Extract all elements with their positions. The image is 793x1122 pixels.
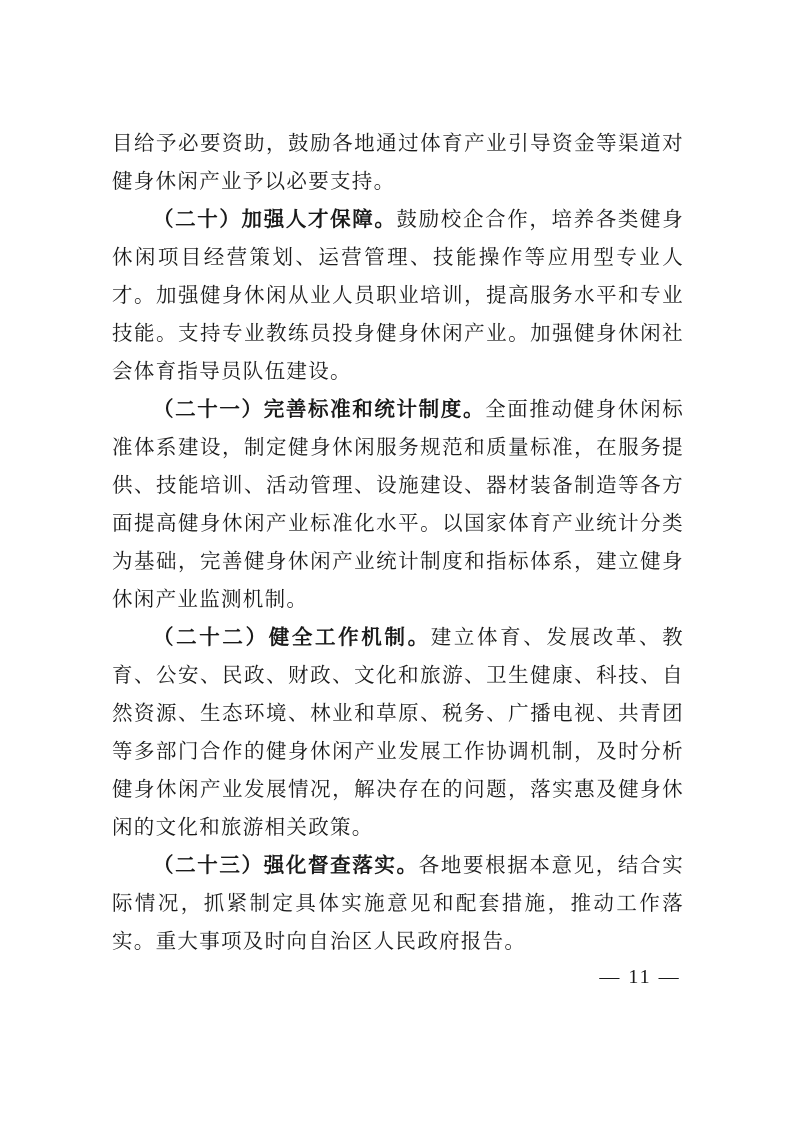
paragraph-text: 目给予必要资助，鼓励各地通过体育产业引导资金等渠道对健身休闲产业予以必要支持。	[112, 131, 684, 193]
section-heading: （二十）加强人才保障。	[153, 207, 397, 231]
section-talent-support	[112, 200, 684, 390]
paragraph-text: 全面推动健身休闲标准体系建设，制定健身休闲服务规范和质量标准，在服务提供、技能培训、活动管理、设施建设、器材装备制造等各方面提高健身休闲产业标准化水平。以国家体育产业统计分类为基础，完善健身休闲产业统计制度和指标体系，建立健身休闲产业监测机制。	[112, 397, 685, 611]
section-heading: （二十三）强化督查落实。	[153, 853, 419, 877]
paragraph-text: 鼓励校企合作，培养各类健身休闲项目经营策划、运营管理、技能操作等应用型专业人才。加强健身休闲从业人员职业培训，提高服务水平和专业技能。支持专业教练员投身健身休闲产业。加强健身休闲社会体育指导员队伍建设。	[112, 207, 684, 383]
section-heading: （二十一）完善标准和统计制度。	[153, 397, 486, 421]
page-number: — 11 —	[599, 966, 681, 988]
section-work-mechanism	[112, 618, 684, 846]
paragraph-text: 各地要根据本意见，结合实际情况，抓紧制定具体实施意见和配套措施，推动工作落实。重大事项及时向自治区人民政府报告。	[112, 853, 684, 953]
section-heading: （二十二）健全工作机制。	[153, 625, 431, 649]
section-standards-statistics	[112, 390, 684, 618]
document-body	[112, 124, 684, 960]
section-supervision	[112, 846, 684, 960]
paragraph-text: 建立体育、发展改革、教育、公安、民政、财政、文化和旅游、卫生健康、科技、自然资源、生态环境、林业和草原、税务、广播电视、共青团等多部门合作的健身休闲产业发展工作协调机制，及时分析健身休闲产业发展情况，解决存在的问题，落实惠及健身休闲的文化和旅游相关政策。	[112, 625, 684, 839]
paragraph-continuation	[112, 124, 684, 200]
